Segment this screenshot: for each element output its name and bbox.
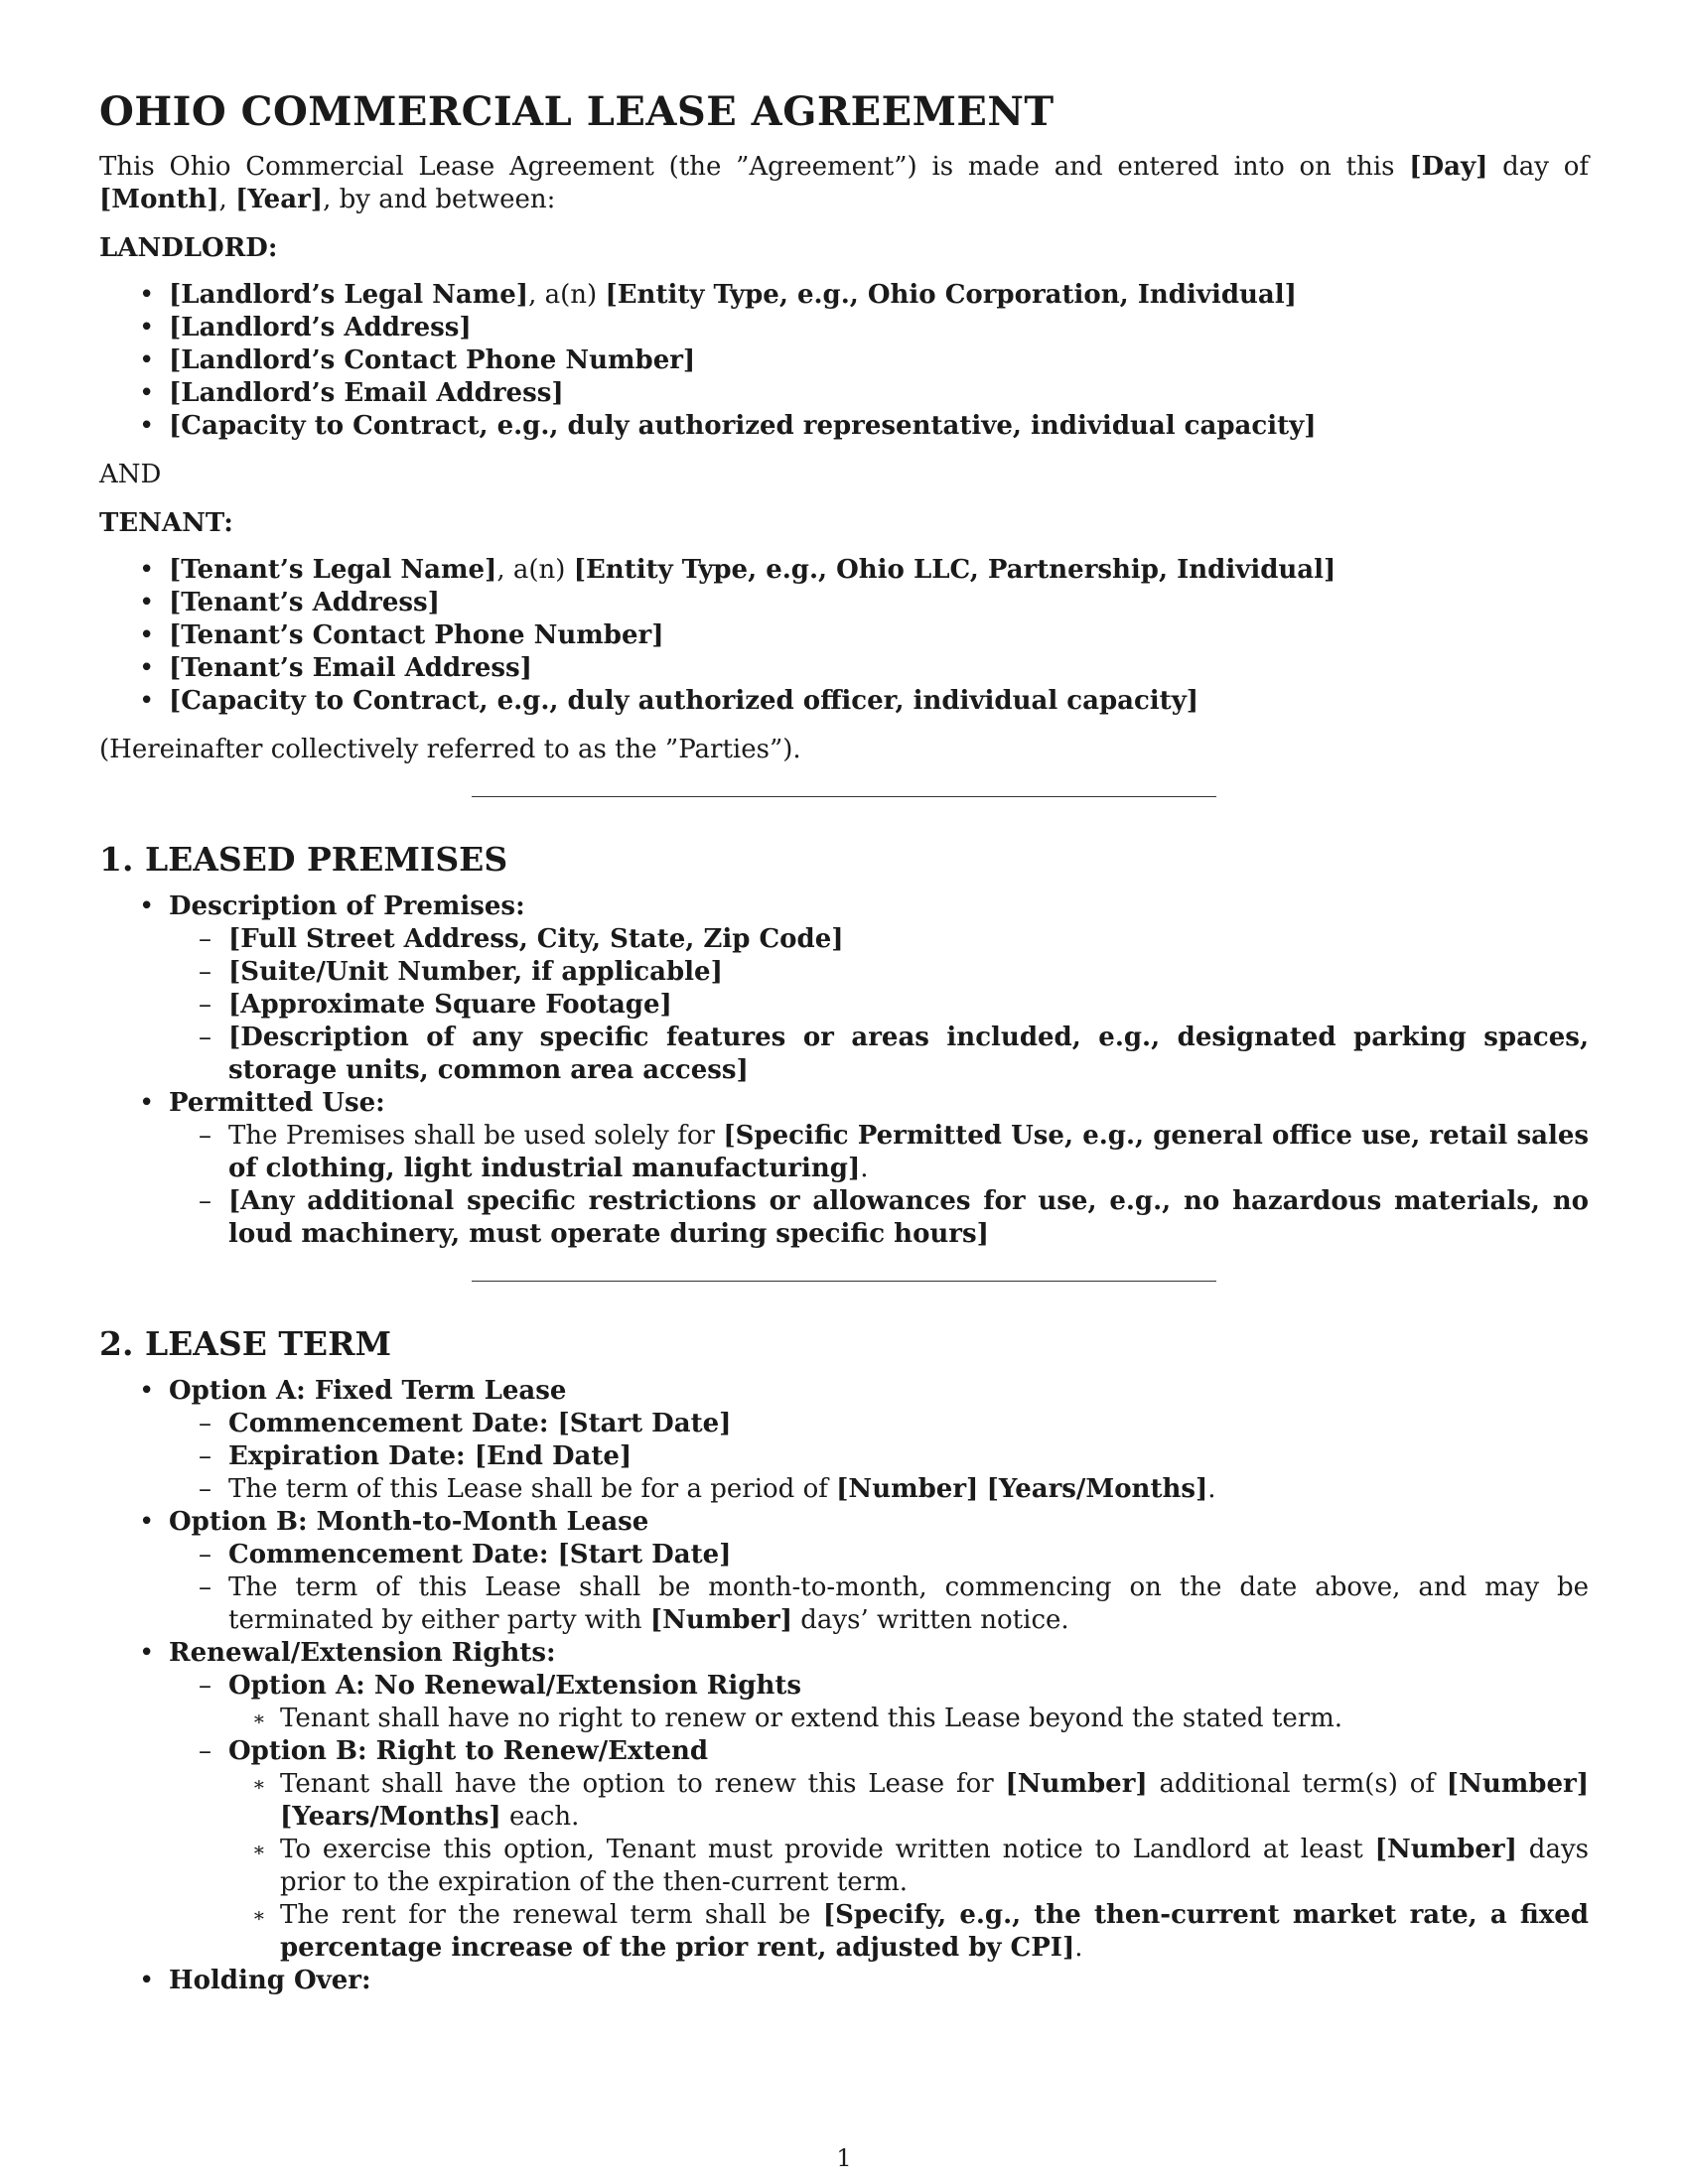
tenant-email: [Tenant’s Email Address] — [169, 653, 532, 683]
commencement-date: Commencement Date: [Start Date] — [228, 1540, 732, 1570]
list-item — [169, 1571, 1589, 1637]
renewal-label: Renewal/Extension Rights: — [169, 1638, 556, 1668]
list-item — [169, 923, 1589, 956]
list-item — [99, 1965, 1589, 1997]
list-item — [169, 1408, 1589, 1440]
renewal-text: days prior to the expiration of the then-current term. — [280, 1835, 1589, 1897]
premises-suite: [Suite/Unit Number, if applicable] — [228, 957, 723, 987]
parties-text: (Hereinafter collectively referred to as the ”Parties”). — [99, 735, 801, 764]
list-item — [99, 1506, 1589, 1637]
tenant-entity: [Entity Type, e.g., Ohio LLC, Partnership, Individual] — [573, 555, 1336, 585]
section-1-list — [99, 890, 1589, 1251]
premises-address: [Full Street Address, City, State, Zip Code] — [228, 924, 844, 954]
renewal-option-a-list — [228, 1703, 1589, 1735]
term-text: . — [1207, 1474, 1216, 1504]
description-label: Description of Premises: — [169, 891, 525, 921]
list-item — [228, 1703, 1589, 1735]
page-number: 1 — [836, 2144, 852, 2172]
month-placeholder: [Month] — [99, 185, 219, 214]
option-b-list — [169, 1539, 1589, 1637]
list-item — [169, 1473, 1589, 1506]
list-item — [99, 377, 1589, 410]
renewal-text: Tenant shall have the option to renew this Lease for — [280, 1769, 1006, 1799]
commencement-date: Commencement Date: [Start Date] — [228, 1409, 732, 1438]
rent-placeholder: [Specify, e.g., the then-current market rate, a fixed percentage increase of the prior rent, adjusted by CPI] — [280, 1900, 1589, 1963]
section-divider — [472, 796, 1216, 797]
landlord-email: [Landlord’s Email Address] — [169, 378, 564, 408]
list-item — [99, 554, 1589, 587]
list-item — [99, 619, 1589, 652]
renewal-option-b-list — [228, 1768, 1589, 1965]
document-title: OHIO COMMERCIAL LEASE AGREEMENT — [99, 88, 1055, 135]
number-placeholder: [Number] — [1446, 1769, 1589, 1799]
connector-text: , a(n) — [496, 555, 574, 585]
intro-text: This Ohio Commercial Lease Agreement (the ”Agreement”) is made and entered into on this — [99, 152, 1410, 182]
landlord-address: [Landlord’s Address] — [169, 313, 472, 342]
list-item — [169, 1539, 1589, 1571]
renewal-text: additional term(s) of — [1147, 1769, 1447, 1799]
intro-text: day of — [1487, 152, 1590, 182]
intro-text: , — [218, 185, 236, 214]
renewal-text: To exercise this option, Tenant must provide written notice to Landlord at least — [280, 1835, 1375, 1864]
term-text: days’ written notice. — [792, 1605, 1069, 1635]
landlord-list — [99, 279, 1589, 443]
section-2-title: 2. LEASE TERM — [99, 1324, 392, 1363]
list-item — [169, 956, 1589, 989]
list-item — [228, 1899, 1589, 1965]
option-b-label: Option B: Month-to-Month Lease — [169, 1507, 649, 1537]
list-item — [169, 1185, 1589, 1251]
list-item — [99, 1375, 1589, 1506]
renewal-list — [169, 1670, 1589, 1965]
expiration-date: Expiration Date: [End Date] — [228, 1441, 633, 1471]
list-item — [169, 989, 1589, 1022]
landlord-entity: [Entity Type, e.g., Ohio Corporation, Individual] — [605, 280, 1297, 310]
list-item — [99, 685, 1589, 718]
list-item — [99, 344, 1589, 377]
section-divider — [472, 1281, 1216, 1282]
use-text: The Premises shall be used solely for — [228, 1121, 724, 1151]
term-text: The term of this Lease shall be for a period of — [228, 1474, 837, 1504]
list-item — [99, 652, 1589, 685]
list-item — [228, 1768, 1589, 1834]
tenant-list — [99, 554, 1589, 718]
number-placeholder: [Number] — [1374, 1835, 1517, 1864]
renewal-text: . — [1074, 1933, 1083, 1963]
list-item — [99, 312, 1589, 344]
landlord-label: LANDLORD: — [99, 233, 278, 263]
section-2-list — [99, 1375, 1589, 1997]
premises-footage: [Approximate Square Footage] — [228, 990, 672, 1020]
years-months-placeholder: [Years/Months] — [986, 1474, 1208, 1504]
term-text: The term of this Lease shall be month-to-month, commencing on the date above, and may be terminated by either party with — [228, 1572, 1589, 1635]
list-item — [228, 1834, 1589, 1899]
list-item — [169, 1120, 1589, 1185]
description-list — [169, 923, 1589, 1087]
renewal-text: each. — [500, 1802, 580, 1832]
permitted-use-label: Permitted Use: — [169, 1088, 385, 1118]
tenant-address: [Tenant’s Address] — [169, 588, 440, 617]
renewal-option-b-label: Option B: Right to Renew/Extend — [228, 1736, 709, 1766]
tenant-capacity: [Capacity to Contract, e.g., duly authorized officer, individual capacity] — [169, 686, 1199, 716]
year-placeholder: [Year] — [235, 185, 324, 214]
premises-features: [Description of any specific features or areas included, e.g., designated parking spaces, storage units, common area access] — [228, 1023, 1589, 1085]
renewal-text: Tenant shall have no right to renew or extend this Lease beyond the stated term. — [280, 1704, 1343, 1733]
list-item — [169, 1735, 1589, 1965]
list-item — [169, 1440, 1589, 1473]
permitted-use-list — [169, 1120, 1589, 1251]
number-placeholder: [Number] — [836, 1474, 979, 1504]
landlord-capacity: [Capacity to Contract, e.g., duly authorized representative, individual capacity] — [169, 411, 1317, 441]
holding-over-label: Holding Over: — [169, 1966, 371, 1995]
list-item — [99, 587, 1589, 619]
tenant-label: TENANT: — [99, 508, 233, 538]
list-item — [99, 279, 1589, 312]
landlord-phone: [Landlord’s Contact Phone Number] — [169, 345, 696, 375]
option-a-label: Option A: Fixed Term Lease — [169, 1376, 567, 1406]
number-placeholder: [Number] — [1005, 1769, 1148, 1799]
use-placeholder: [Specific Permitted Use, e.g., general office use, retail sales of clothing, light industrial manufacturing] — [228, 1121, 1589, 1183]
number-placeholder: [Number] — [649, 1605, 793, 1635]
connector-text: , a(n) — [528, 280, 606, 310]
renewal-option-a-label: Option A: No Renewal/Extension Rights — [228, 1671, 801, 1701]
renewal-text: The rent for the renewal term shall be — [280, 1900, 823, 1930]
document-body — [99, 87, 1589, 2013]
landlord-name: [Landlord’s Legal Name] — [169, 280, 529, 310]
years-months-placeholder: [Years/Months] — [280, 1802, 501, 1832]
day-placeholder: [Day] — [1409, 152, 1488, 182]
tenant-phone: [Tenant’s Contact Phone Number] — [169, 620, 664, 650]
intro-paragraph — [99, 151, 1589, 216]
list-item — [99, 1637, 1589, 1965]
list-item — [99, 410, 1589, 443]
list-item — [99, 1087, 1589, 1251]
use-text: . — [860, 1154, 869, 1183]
use-restrictions: [Any additional specific restrictions or allowances for use, e.g., no hazardous materials, no loud machinery, must operate during specific hours] — [228, 1186, 1589, 1249]
intro-text: , by and between: — [323, 185, 556, 214]
option-a-list — [169, 1408, 1589, 1506]
list-item — [99, 890, 1589, 1087]
section-1-title: 1. LEASED PREMISES — [99, 840, 508, 879]
term-text — [978, 1474, 986, 1504]
list-item — [169, 1670, 1589, 1735]
and-text: AND — [99, 460, 162, 489]
list-item — [169, 1022, 1589, 1087]
tenant-name: [Tenant’s Legal Name] — [169, 555, 497, 585]
